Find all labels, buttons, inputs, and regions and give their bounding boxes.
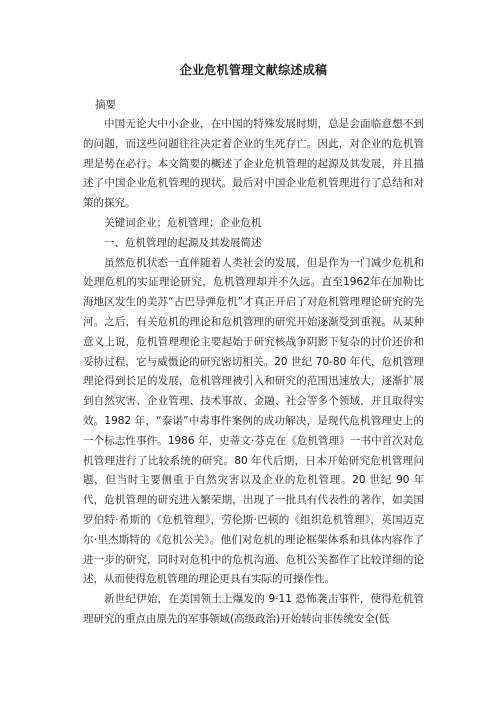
abstract-heading: 摘要 [95,99,116,111]
section-heading: 一、危机管理的起源及其发展简述 [104,236,262,249]
section-paragraph: 虽然危机状态一直伴随着人类社会的发展，但是作为一门减少危机和处理危机的实证理论研究，危机管理却并不久远。直至1962年在加勒比海地区发生的美苏“古巴导弹危机”才真正开启了对危机管理理论研究的先河。之后，有关危机的理论和危机管理的研究开始逐渐受到重视。从某种意义上说，危机管理理论主要起始于研究核战争阴影下复杂的讨价还价和妥协过程，它与威慑论的研究密切相关。20 世纪 70-80 年代，危机管理理论得到长足的发展，危机管理被引入和研究的范围迅速放大，逐渐扩展到自然灾害、企业管理、技术事故、金融、社会等多个领域，并且取得实效。1982 年，“泰诺”中毒事件案例的成功解决，是现代危机管理史上的一个标志性事件。1986 年，史蒂文·芬克在《危机管理》一书中首次对危机管理进行了比较系统的研究。80 年代后期，日本开始研究危机管理问题，但当时主要侧重于自然灾害以及企业的危机管理。20 世纪 90 年代，危机管理的研究进入繁荣期，出现了一批具有代表性的著作，如美国罗伯特·希斯的《危机管理》，劳伦斯·巴顿的《组织危机管理》，英国迈克尔·里杰斯特的《危机公关》。他们对危机的理论框架体系和具体内容作了进一步的研究，同时对危机中的危机沟通、危机公关都作了比较详细的论述，从而使得危机管理的理论更具有实际的可操作性。 [83,256,424,586]
abstract-body: 中国无论大中小企业，在中国的特殊发展时期，总是会面临意想不到的问题，而这些问题往往决定着企业的生死存亡。因此，对企业的危机管理是势在必行。本文简要的概述了企业危机管理的起源及其发展，并且描述了中国企业危机管理的现状。最后对中国企业危机管理进行了总结和对策的探究。 [83,118,424,210]
keywords-line: 关键词企业；危机管理；企业危机 [104,216,262,229]
section-paragraph: 新世纪伊始，在美国领土上爆发的 9·11 恐怖袭击事件，使得危机管理研究的重点由原先的军事领域(高级政治)开始转向非传统安全(低 [83,593,424,625]
document-title: 企业危机管理文献综述成稿 [179,63,328,77]
